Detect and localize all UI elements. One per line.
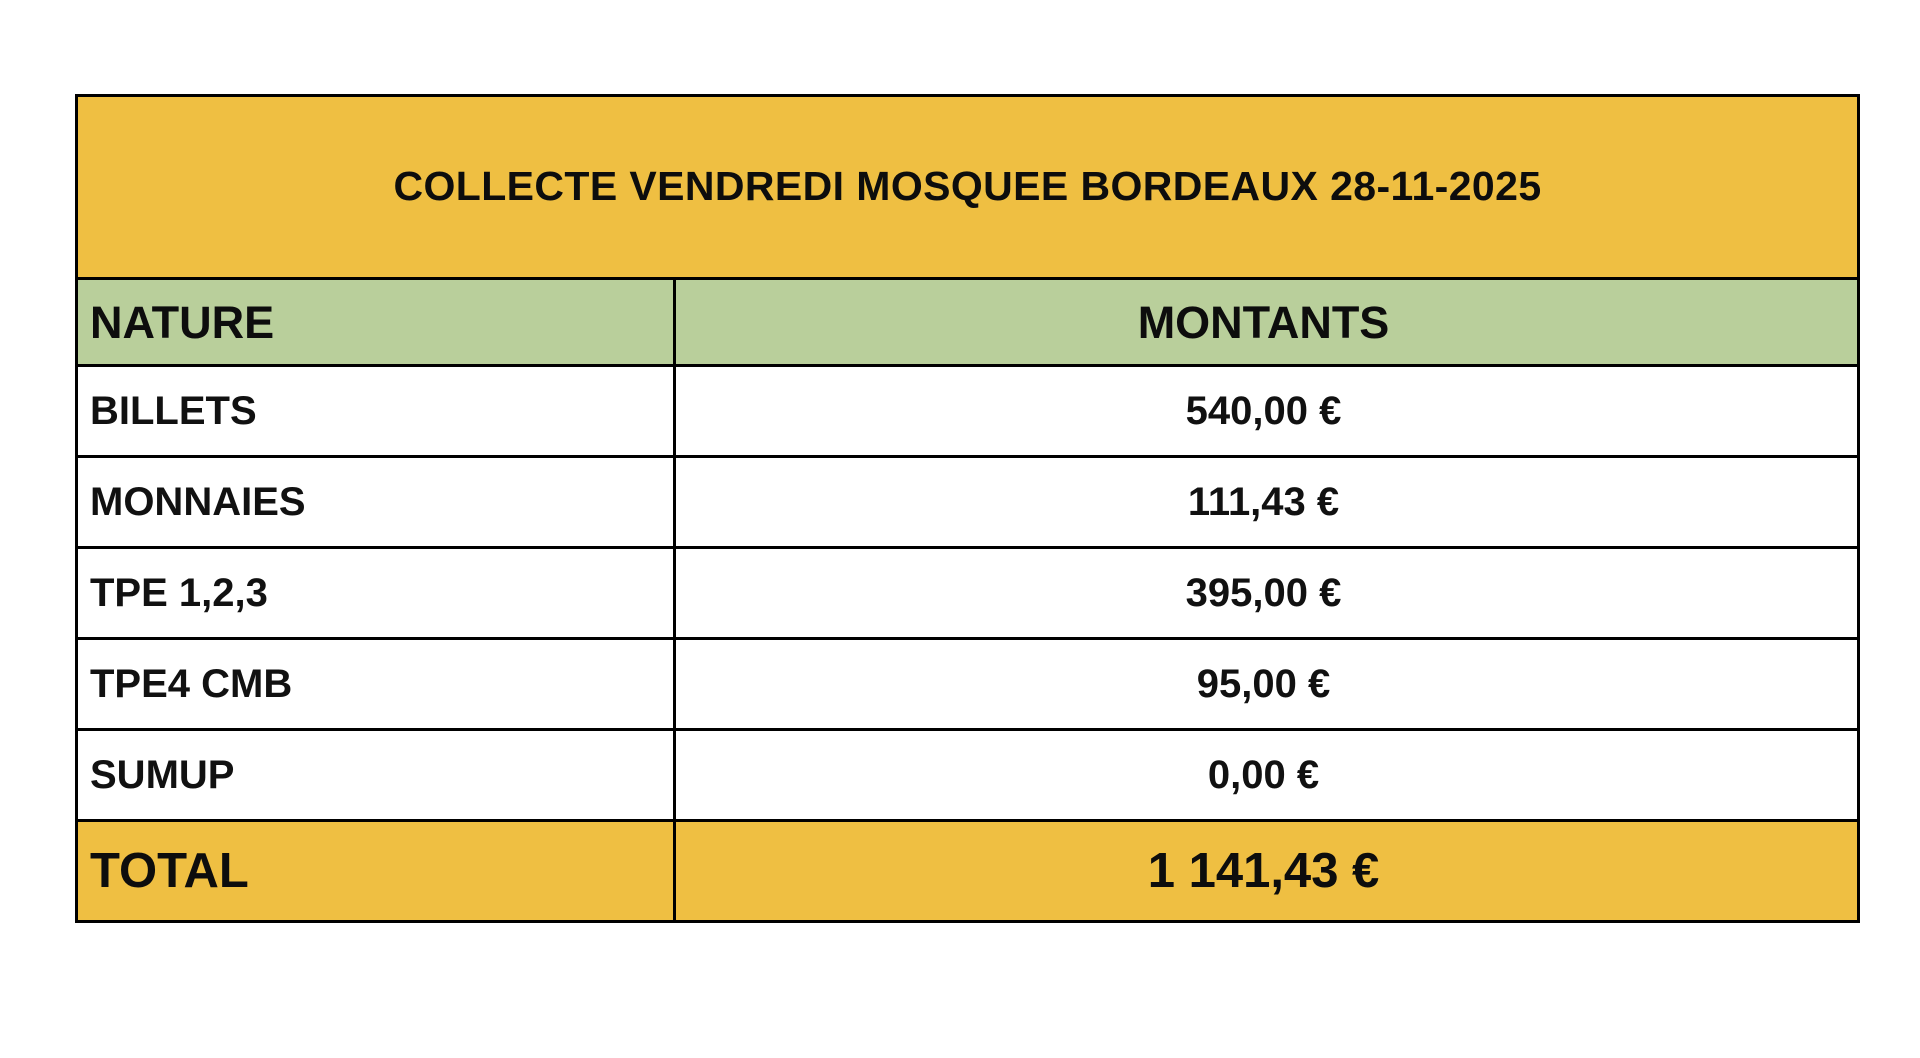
row-label-tpe-123: TPE 1,2,3 [90,571,268,615]
column-header-nature-label: NATURE [90,296,275,348]
row-label-cell [77,548,675,639]
row-label-billets: BILLETS [90,389,257,433]
row-label-cell [77,639,675,730]
row-value-billets: 540,00 € [1185,389,1342,433]
table-row [77,730,1859,821]
table-row [77,457,1859,548]
table-row [77,366,1859,457]
row-label-cell [77,457,675,548]
row-value-monnaies: 111,43 € [1187,480,1340,524]
row-value-cell [675,548,1859,639]
column-header-nature [77,279,675,366]
row-label-cell [77,730,675,821]
row-value-cell [675,639,1859,730]
row-value-cell [675,366,1859,457]
column-header-montants-label: MONTANTS [1137,296,1390,348]
table-title-row [77,96,1859,279]
table-row [77,639,1859,730]
row-value-cell [675,457,1859,548]
total-label: TOTAL [90,843,249,898]
table-title-cell [77,96,1859,279]
total-value: 1 141,43 € [1147,843,1380,898]
table-total-row [77,821,1859,922]
table-row [77,548,1859,639]
row-label-tpe4-cmb: TPE4 CMB [90,662,293,706]
table-header-row [77,279,1859,366]
row-label-monnaies: MONNAIES [90,480,306,524]
row-value-cell [675,730,1859,821]
row-value-tpe4-cmb: 95,00 € [1196,662,1331,706]
row-label-cell [77,366,675,457]
row-value-tpe-123: 395,00 € [1185,571,1342,615]
total-value-cell [675,821,1859,922]
collecte-table [75,94,1860,923]
total-label-cell [77,821,675,922]
row-label-sumup: SUMUP [90,753,235,797]
row-value-sumup: 0,00 € [1207,753,1320,797]
column-header-montants [675,279,1859,366]
page-title: COLLECTE VENDREDI MOSQUEE BORDEAUX 28-11-2025 [393,163,1542,210]
